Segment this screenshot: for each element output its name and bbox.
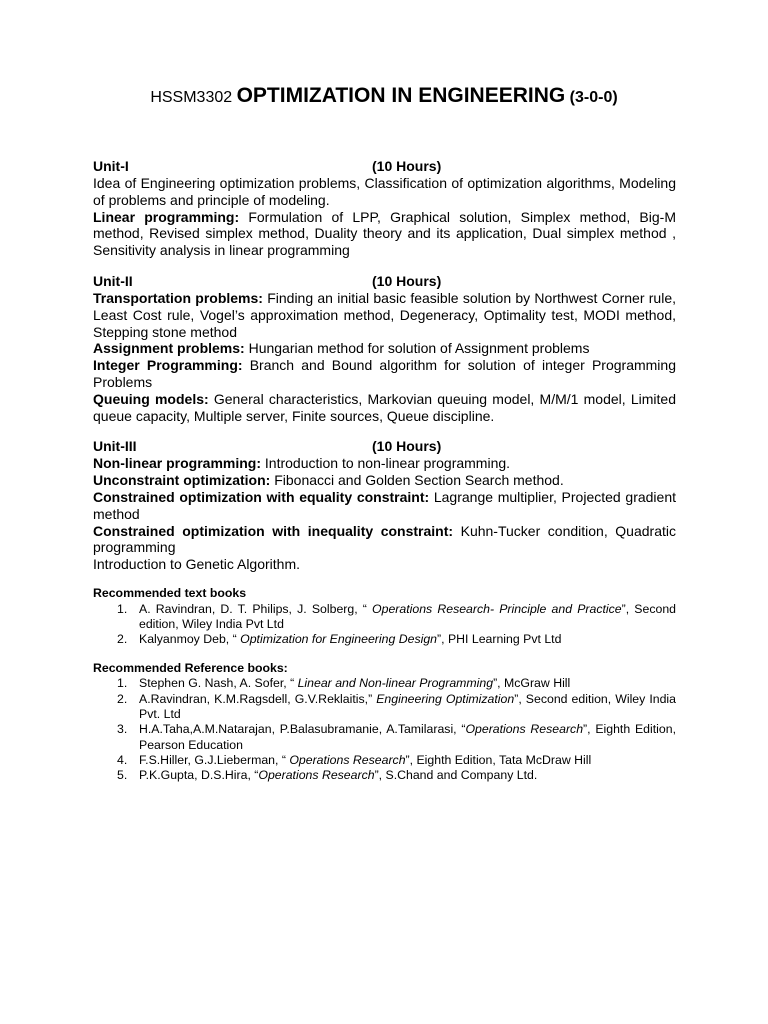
item-publisher: ”, Eighth Edition, Tata McDraw Hill [405, 752, 592, 767]
topic-heading: Linear programming: [93, 208, 240, 225]
item-number: 1. [117, 601, 128, 616]
list-item [93, 676, 676, 691]
course-credits: (3-0-0) [569, 89, 618, 106]
unit-heading [93, 438, 676, 455]
topic-text: Introduction to non-linear programming. [261, 455, 511, 472]
topic-text: Fibonacci and Golden Section Search method. [270, 472, 564, 489]
topic-heading: Unconstraint optimization: [93, 472, 271, 489]
item-authors: Stephen G. Nash, A. Sofer, “ [139, 676, 298, 691]
topic-text: Hungarian method for solution of Assignment problems [244, 340, 590, 357]
unit-hours: (10 Hours) [372, 438, 442, 455]
unit-paragraph [93, 455, 676, 472]
unit-label: Unit-I [93, 158, 129, 174]
unit-paragraph [93, 340, 676, 357]
list-item [93, 692, 676, 723]
course-name: OPTIMIZATION IN ENGINEERING [236, 84, 566, 107]
course-title [0, 84, 768, 108]
item-publisher: ”, S.Chand and Company Ltd. [374, 768, 538, 783]
unit-hours: (10 Hours) [372, 272, 442, 289]
unit-paragraph [93, 523, 676, 557]
topic-heading: Transportation problems: [93, 289, 263, 306]
text-books-heading: Recommended text books [93, 585, 247, 600]
item-book-title: Linear and Non-linear Programming [297, 676, 494, 691]
item-authors: A. Ravindran, D. T. Philips, J. Solberg, “ [139, 601, 373, 616]
list-item [93, 753, 676, 768]
topic-text: Branch and Bound algorithm for solution of integer Programming Problems [93, 357, 676, 390]
unit-heading [93, 273, 676, 290]
unit-paragraph [93, 175, 676, 209]
syllabus-content [93, 158, 676, 784]
list-item [93, 632, 676, 647]
topic-heading: Non-linear programming: [93, 455, 262, 472]
item-number: 3. [117, 722, 128, 737]
item-authors: Kalyanmoy Deb, “ [139, 632, 241, 647]
topic-heading: Assignment problems: [93, 340, 245, 357]
text-books-list [93, 602, 676, 648]
topic-heading: Integer Programming: [93, 357, 243, 374]
unit-heading [93, 158, 676, 175]
topic-text: General characteristics, Markovian queuing model, M/M/1 model, Limited queue capacity, Multiple server, Finite sources, Queue discipline. [93, 390, 677, 424]
course-code: HSSM3302 [150, 89, 233, 106]
item-book-title: Engineering Optimization [376, 691, 515, 706]
topic-text: Formulation of LPP, Graphical solution, Simplex method, Big-M method, Revised simplex method, Duality theory and its application, Dual simplex method , Sensitivity analysis in linear programming [93, 208, 676, 259]
unit-hours: (10 Hours) [372, 158, 442, 174]
topic-heading: Queuing models: [93, 390, 209, 407]
item-book-title: Operations Research [289, 752, 406, 767]
list-item [93, 602, 676, 633]
unit-paragraph [93, 556, 676, 573]
item-authors: A.Ravindran, K.M.Ragsdell, G.V.Reklaitis,” [139, 691, 377, 706]
item-publisher: ”, PHI Learning Pvt Ltd [437, 632, 562, 647]
item-authors: H.A.Taha,A.M.Natarajan, P.Balasubramanie, A.Tamilarasi, “ [139, 722, 466, 737]
topic-text: Idea of Engineering optimization problems, Classification of optimization algorithms, Modeling of problems and principle of modeling. [93, 175, 676, 208]
item-publisher: ”, Eighth Edition, Pearson Education [139, 722, 676, 752]
unit-label: Unit-II [93, 272, 133, 289]
item-number: 2. [117, 632, 128, 647]
topic-text: Introduction to Genetic Algorithm. [93, 556, 300, 573]
list-item [93, 768, 676, 783]
item-book-title: Optimization for Engineering Design [240, 632, 438, 647]
topic-text: Kuhn-Tucker condition, Quadratic programming [93, 522, 676, 556]
item-publisher: ”, McGraw Hill [493, 676, 571, 691]
item-authors: F.S.Hiller, G.J.Lieberman, “ [139, 752, 290, 767]
unit-paragraph [93, 472, 676, 489]
topic-heading: Constrained optimization with equality constraint: [93, 488, 430, 505]
item-authors: P.K.Gupta, D.S.Hira, “ [139, 768, 259, 783]
item-number: 5. [117, 768, 128, 783]
item-publisher: ”, Second edition, Wiley India Pvt. Ltd [139, 691, 676, 722]
reference-books-heading: Recommended Reference books: [93, 660, 288, 675]
list-item [93, 722, 676, 753]
item-number: 4. [117, 752, 128, 767]
item-book-title: Operations Research [258, 768, 375, 783]
unit-paragraph [93, 357, 676, 391]
item-number: 2. [117, 691, 128, 706]
item-book-title: Operations Research- Principle and Practice [372, 601, 622, 616]
topic-text: Lagrange multiplier, Projected gradient method [93, 488, 676, 522]
unit-paragraph [93, 391, 676, 425]
unit-paragraph [93, 209, 676, 259]
topic-text: Finding an initial basic feasible solution by Northwest Corner rule, Least Cost rule, Vogel’s approximation method, Degeneracy, Optimality test, MODI method, Stepping stone method [93, 289, 676, 340]
topic-heading: Constrained optimization with inequality constraint: [93, 522, 454, 539]
item-publisher: ”, Second edition, Wiley India Pvt Ltd [139, 601, 676, 632]
item-book-title: Operations Research [465, 722, 584, 737]
unit-paragraph [93, 489, 676, 523]
reference-books-list [93, 676, 676, 783]
unit-label: Unit-III [93, 438, 137, 455]
unit-paragraph [93, 290, 676, 340]
item-number: 1. [117, 676, 128, 691]
